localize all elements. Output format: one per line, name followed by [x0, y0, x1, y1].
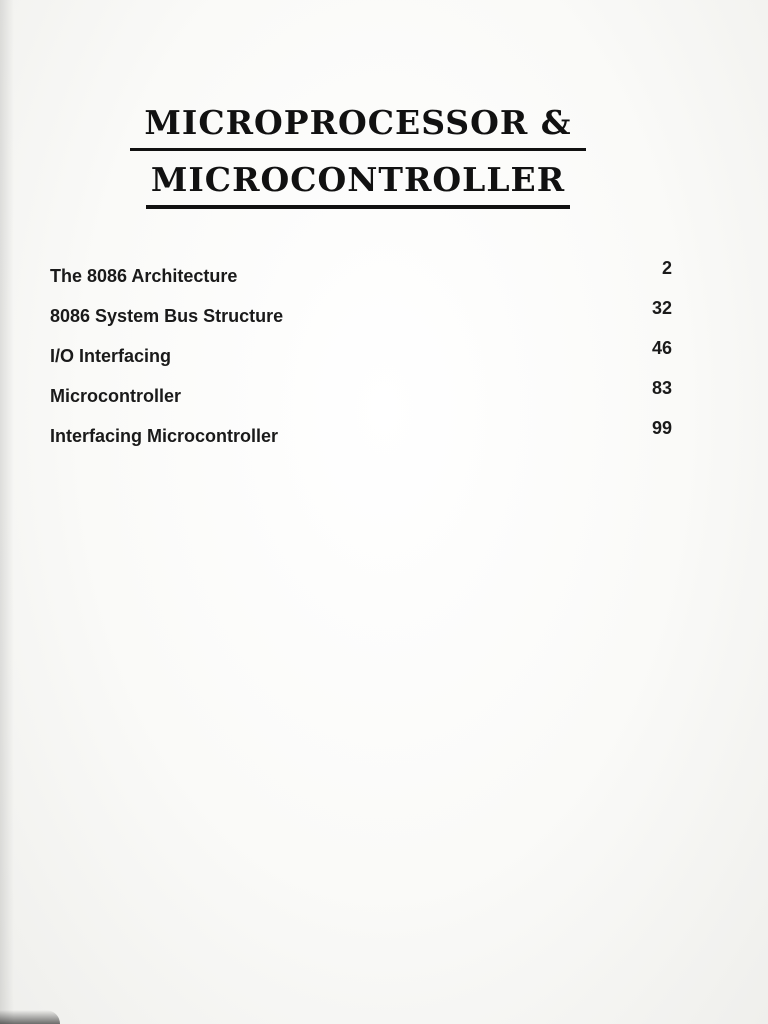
toc-entry-page: 46: [651, 338, 672, 358]
title-block: [128, 100, 588, 209]
title-underline-2: [146, 205, 570, 209]
toc-entry-title: I/O Interfacing: [50, 346, 172, 366]
toc-entry-page: 2: [661, 258, 672, 278]
toc-entry-page: 99: [651, 418, 672, 438]
toc-entry-page: 32: [651, 298, 672, 318]
title-line-2: MICROCONTROLLER: [150, 160, 566, 199]
toc-entry-page: 83: [651, 378, 672, 398]
toc-entry: [50, 338, 680, 378]
toc-entry: [50, 298, 680, 338]
toc-entry-title: Interfacing Microcontroller: [50, 426, 279, 446]
table-of-contents: [50, 258, 680, 458]
toc-entry: [50, 418, 680, 458]
toc-entry-title: Microcontroller: [50, 386, 182, 406]
title-underline-1: [130, 148, 586, 151]
toc-entry-title: The 8086 Architecture: [50, 266, 238, 286]
toc-entry: [50, 378, 680, 418]
toc-entry: [50, 258, 680, 298]
page-corner-shadow: [0, 1010, 60, 1024]
toc-entry-title: 8086 System Bus Structure: [50, 306, 284, 326]
page-edge-shadow: [0, 0, 14, 1024]
title-line-1: MICROPROCESSOR &: [144, 103, 572, 142]
